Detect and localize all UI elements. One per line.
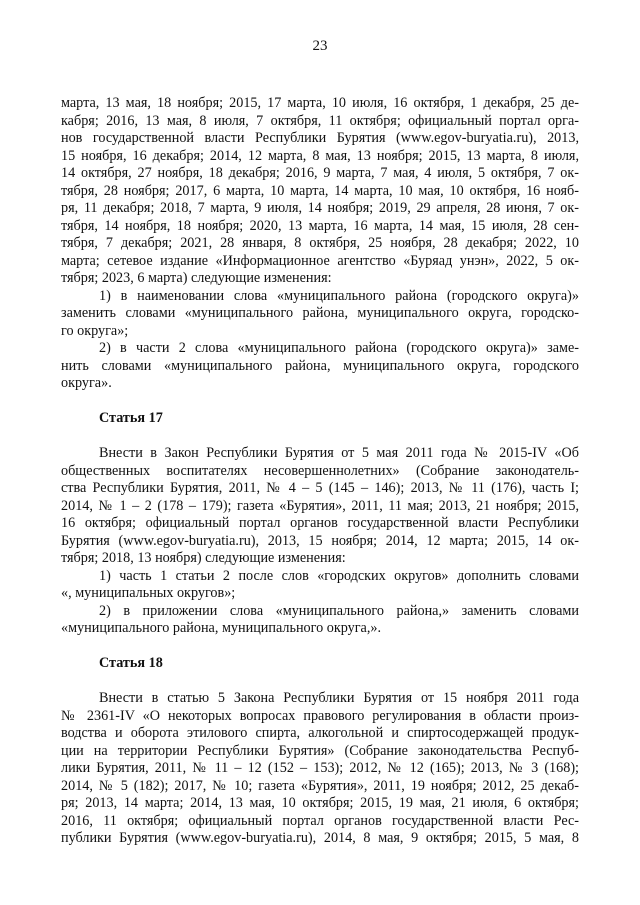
- text-line: ря, 11 декабря; 2018, 7 марта, 9 июля, 14 ноября; 2019, 29 апреля, 28 июня, 7 ок-: [61, 200, 579, 216]
- text-line: Бурятия (www.egov-buryatia.ru), 2013, 15 ноября; 2014, 12 марта; 2015, 14 ок-: [61, 532, 579, 549]
- spacer: [61, 673, 579, 691]
- text-line: нов государственной власти Республики Бурятия (www.egov-buryatia.ru), 2013,: [61, 130, 579, 146]
- text-line: публики Бурятия (www.egov-buryatia.ru), 2014, 8 мая, 9 октября; 2015, 5 мая, 8: [61, 830, 579, 846]
- text-line: 2) в приложении слова «муниципального района,» заменить словами: [99, 602, 579, 619]
- text-line: «муниципального района, муниципального округа,».: [61, 620, 382, 636]
- text-line: 16 октября; официальный портал органов государственной власти Республики: [61, 515, 579, 531]
- text-line: ции на территории Республики Бурятия» (Собрание законодательства Респуб-: [61, 742, 579, 759]
- text-line: водства и оборота этилового спирта, алкогольной и спиртосодержащей продук-: [61, 725, 579, 741]
- text-line: го округа»;: [61, 322, 129, 339]
- text-line: 15 ноября, 16 декабря; 2014, 12 марта, 8 мая, 13 ноября; 2015, 13 марта, 8 июля,: [61, 147, 579, 164]
- text-line: лики Бурятия, 2011, № 11 – 12 (152 – 153); 2012, № 12 (165); 2013, № 3 (168);: [61, 760, 579, 776]
- text-line: № 2361-IV «О некоторых вопросах правового регулирования в области произ-: [61, 707, 579, 724]
- spacer: [61, 428, 579, 446]
- text-line: 2016, 11 октября; официальный портал органов государственной власти Рес-: [61, 812, 579, 829]
- spacer: [61, 638, 579, 656]
- text-line: кабря; 2016, 13 мая, 8 июля, 7 октября, 11 октября; официальный портал орга-: [61, 112, 579, 129]
- text-line: марта, 13 мая, 18 ноября; 2015, 17 марта, 10 июля, 16 октября, 1 декабря, 25 де-: [61, 95, 579, 111]
- text-line: ства Республики Бурятия, 2011, № 4 – 5 (145 – 146); 2013, № 11 (176), часть I;: [61, 480, 579, 496]
- text-line: тября, 28 ноября; 2017, 6 марта, 10 марта, 14 марта, 10 мая, 10 октября, 16 нояб-: [61, 182, 579, 199]
- list-item: [61, 603, 579, 638]
- article-heading: Статья 17: [99, 410, 163, 426]
- list-item: [61, 340, 579, 393]
- text-line: ря; 2013, 14 марта; 2014, 13 мая, 10 октября; 2015, 19 мая, 21 июля, 6 октября;: [61, 795, 579, 811]
- text-line: тября, 7 декабря; 2021, 28 января, 8 октября, 25 ноября, 28 декабря; 2022, 10: [61, 235, 579, 251]
- text-line: 1) часть 1 статьи 2 после слов «городских округов» дополнить словами: [99, 567, 579, 584]
- text-line: 2014, № 5 (182); 2017, № 10; газета «Бурятия», 2011, 19 ноября; 2012, 25 декаб-: [61, 777, 579, 794]
- text-line: тября, 14 ноября, 18 ноября; 2020, 13 марта, 16 марта, 14 мая, 15 июля, 28 сен-: [61, 217, 579, 234]
- article-18-paragraph: [61, 690, 579, 848]
- text-line: общественных воспитателях несовершеннолетних» (Собрание законодатель-: [61, 462, 579, 479]
- article-17-paragraph: [61, 445, 579, 568]
- text-line: Внести в Закон Республики Бурятия от 5 мая 2011 года № 2015-IV «Об: [99, 445, 579, 461]
- text-line: 2) в части 2 слова «муниципального района (городского округа)» заме-: [99, 340, 579, 356]
- document-body: [61, 95, 579, 848]
- text-line: 2014, № 1 – 2 (178 – 179); газета «Бурятия», 2011, 11 мая; 2013, 21 ноября; 2015,: [61, 497, 579, 514]
- text-line: тября; 2023, 6 марта) следующие изменения:: [61, 270, 332, 286]
- text-line: округа».: [61, 375, 112, 391]
- text-line: марта; сетевое издание «Информационное агентство «Буряад унэн», 2022, 5 ок-: [61, 252, 579, 269]
- list-item: [61, 568, 579, 603]
- text-line: заменить словами «муниципального района, муниципального округа, городско-: [61, 305, 579, 321]
- spacer: [61, 393, 579, 411]
- amendment-paragraph: [61, 95, 579, 288]
- list-item: [61, 288, 579, 341]
- page-number: 23: [312, 38, 328, 54]
- text-line: «, муниципальных округов»;: [61, 585, 236, 601]
- text-line: тября; 2018, 13 ноября) следующие изменения:: [61, 550, 346, 566]
- text-line: 1) в наименовании слова «муниципального района (городского округа)»: [99, 287, 579, 304]
- article-heading: Статья 18: [99, 655, 163, 671]
- text-line: Внести в статью 5 Закона Республики Бурятия от 15 ноября 2011 года: [99, 690, 579, 706]
- text-line: 14 октября, 27 ноября, 18 декабря; 2016, 9 марта, 7 мая, 4 июля, 5 октября, 7 ок-: [61, 165, 579, 181]
- text-line: нить словами «муниципального района, муниципального округа, городского: [61, 357, 579, 374]
